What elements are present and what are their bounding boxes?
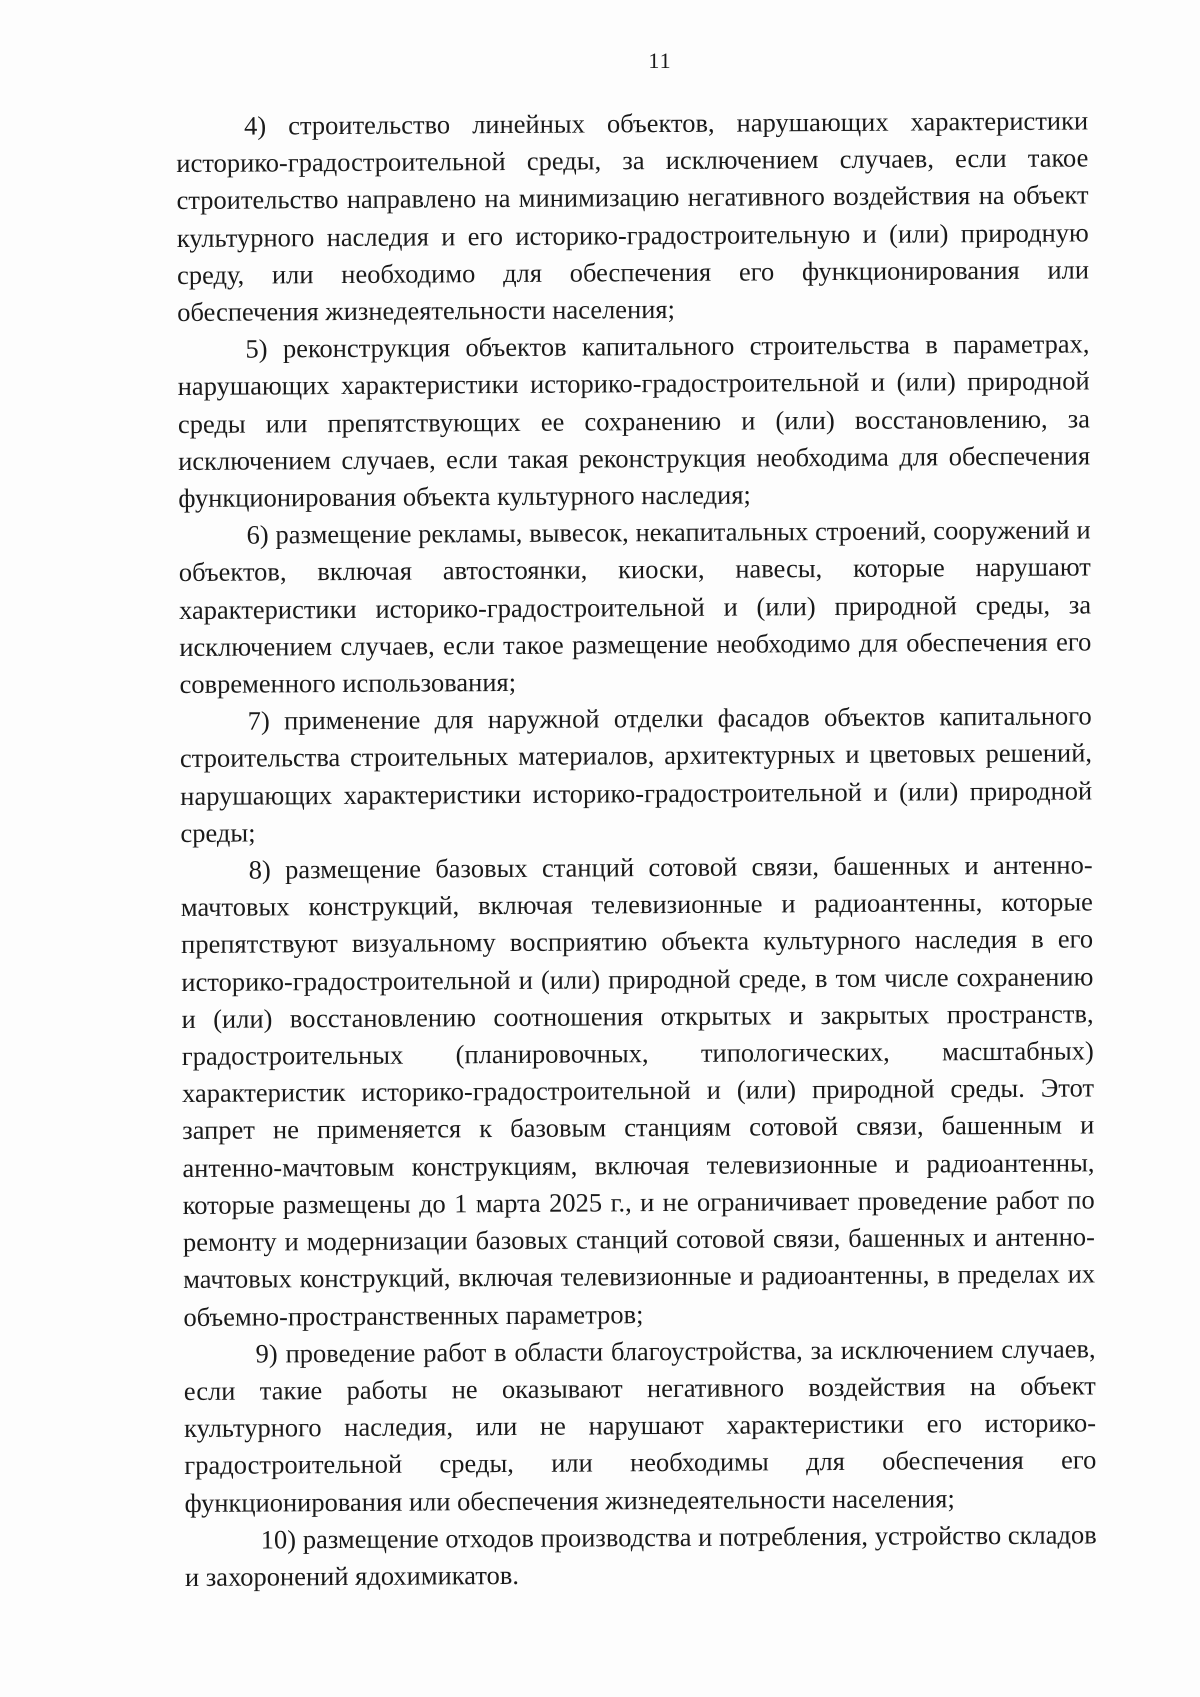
paragraph-item-10: 10) размещение отходов производства и потребления, устройство складов и захоронений ядохимикатов. bbox=[184, 1519, 1097, 1592]
document-body bbox=[176, 102, 1097, 1596]
paragraph-item-5: 5) реконструкция объектов капитального строительства в параметрах, нарушающих характеристики историко-градостроительной и (или) природной среды или препятствующих ее сохранению и (или) восстановлению, за исключением случаев, если такая реконструкция необходима для обеспечения функционирования объекта культурного наследия; bbox=[177, 328, 1091, 514]
paragraph-item-4: 4) строительство линейных объектов, нарушающих характеристики историко-градостроительной среды, за исключением случаев, если такое строительство направлено на минимизацию негативного воздействия на объект культурного наследия и его историко-градостроительную и (или) природную среду, или необходимо для обеспечения его функционирования или обеспечения жизнедеятельности населения; bbox=[176, 105, 1090, 328]
paragraph-item-8: 8) размещение базовых станций сотовой связи, башенных и антенно-мачтовых конструкций, включая телевизионные и радиоантенны, которые препятствуют визуальному восприятию объекта культурного наследия в его историко-градостроительной и (или) природной среде, в том числе сохранению и (или) восстановлению соотношения открытых и закрытых пространств, градостроительных (планировочных, типологических, масштабных) характеристик историко-градостроительной и (или) природной среды. Этот запрет не применяется к базовым станциям сотовой связи, башенным и антенно-мачтовым конструкциям, включая телевизионные и радиоантенны, которые размещены до 1 марта 2025 г., и не ограничивает проведение работ по ремонту и модернизации базовых станций сотовой связи, башенных и антенно-мачтовых конструкций, включая телевизионные и радиоантенны, в пределах их объемно-пространственных параметров; bbox=[180, 849, 1096, 1332]
page-number: 11 bbox=[648, 48, 672, 73]
paragraph-item-7: 7) применение для наружной отделки фасадов объектов капитального строительства строительных материалов, архитектурных и цветовых решений, нарушающих характеристики историко-градостроительной и (или) природной среды; bbox=[179, 700, 1093, 848]
paragraph-item-9: 9) проведение работ в области благоустройства, за исключением случаев, если такие работы не оказывают негативного воздействия на объект культурного наследия, или не нарушают характеристики его историко-градостроительной среды, или необходимы для обеспечения его функционирования или обеспечения жизнедеятельности населения; bbox=[183, 1333, 1097, 1518]
paragraph-item-6: 6) размещение рекламы, вывесок, некапитальных строений, сооружений и объектов, включая автостоянки, киоски, навесы, которые нарушают характеристики историко-градостроительной и (или) природной среды, за исключением случаев, если такое размещение необходимо для обеспечения его современного использования; bbox=[178, 514, 1092, 700]
